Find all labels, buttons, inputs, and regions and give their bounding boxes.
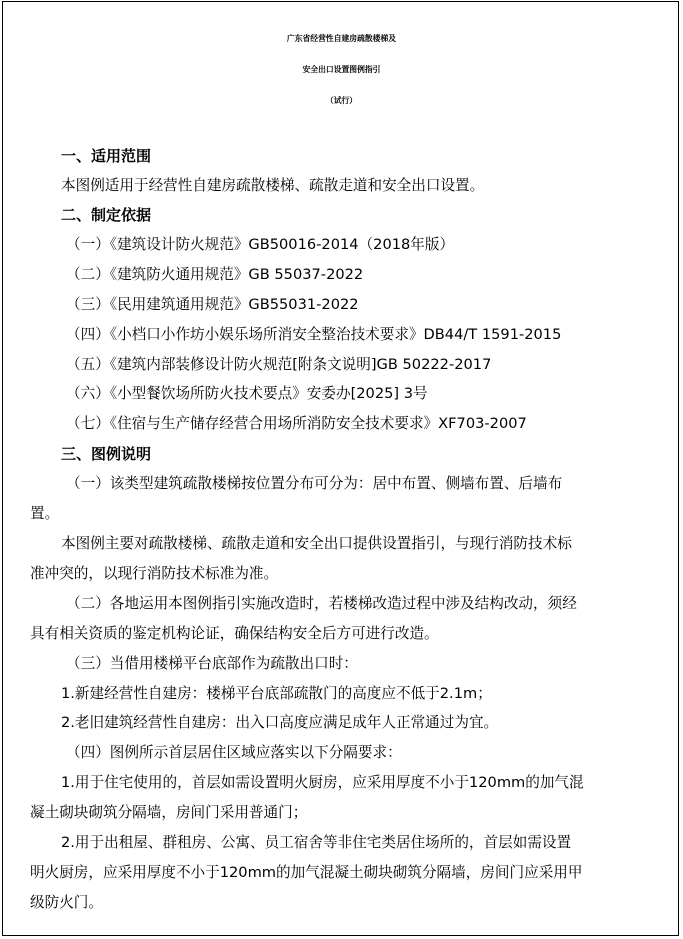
document-title-line-2: 安全出口设置图例指引 [302,65,381,74]
section-2-heading: 二、制定依据 [61,206,152,224]
basis-item-3: （三）《民用建筑通用规范》GB55031-2022 [66,296,359,313]
legend-paragraph-line: 置。 [30,505,60,522]
legend-paragraph-line: 准冲突的，以现行消防技术标准为准。 [30,565,279,582]
legend-paragraph-line: 级防火门。 [30,894,103,911]
legend-paragraph-line: 具有相关资质的鉴定机构论证，确保结构安全后方可进行改造。 [30,625,439,642]
legend-paragraph-line: 1.新建经营性自建房：楼梯平台底部疏散门的高度应不低于2.1m； [61,685,492,702]
legend-paragraph-line: 凝土砌块砌筑分隔墙，房间门采用普通门； [30,804,308,821]
basis-item-7: （七）《住宿与生产储存经营合用场所消防安全技术要求》XF703-2007 [66,415,527,432]
section-1-text: 本图例适用于经营性自建房疏散楼梯、疏散走道和安全出口设置。 [61,177,485,194]
document-title-line-3: （试行） [325,96,358,105]
legend-paragraph-line: 本图例主要对疏散楼梯、疏散走道和安全出口提供设置指引，与现行消防技术标 [61,535,572,552]
legend-paragraph-line: 2.用于出租屋、群租房、公寓、员工宿舍等非住宅类居住场所的，首层如需设置 [61,834,572,851]
legend-paragraph-line: （一）该类型建筑疏散楼梯按位置分布可分为：居中布置、侧墙布置、后墙布 [66,475,563,492]
legend-paragraph-line: 明火厨房，应采用厚度不小于120mm的加气混凝土砌块砌筑分隔墙，房间门应采用甲 [30,864,583,881]
basis-item-6: （六）《小型餐饮场所防火技术要点》安委办[2025] 3号 [66,385,428,402]
basis-item-4: （四）《小档口小作坊小娱乐场所消安全整治技术要求》DB44/T 1591-2015 [66,326,562,343]
basis-item-2: （二）《建筑防火通用规范》GB 55037-2022 [66,266,364,283]
basis-item-1: （一）《建筑设计防火规范》GB50016-2014（2018年版） [66,236,455,253]
section-1-heading: 一、适用范围 [61,147,152,165]
legend-paragraph-line: （二）各地运用本图例指引实施改造时，若楼梯改造过程中涉及结构改动，须经 [66,595,577,612]
section-3-heading: 三、图例说明 [61,445,152,463]
legend-paragraph-line: （三）当借用楼梯平台底部作为疏散出口时： [66,655,358,672]
document-title-line-1: 广东省经营性自建房疏散楼梯及 [286,34,397,43]
basis-item-5: （五）《建筑内部装修设计防火规范[附条文说明]GB 50222-2017 [66,356,492,373]
legend-paragraph-line: 2.老旧建筑经营性自建房：出入口高度应满足成年人正常通过为宜。 [61,714,499,731]
document-border [2,1,679,936]
legend-paragraph-line: 1.用于住宅使用的，首层如需设置明火厨房，应采用厚度不小于120mm的加气混 [61,774,584,791]
legend-paragraph-line: （四）图例所示首层居住区域应落实以下分隔要求： [66,744,402,761]
